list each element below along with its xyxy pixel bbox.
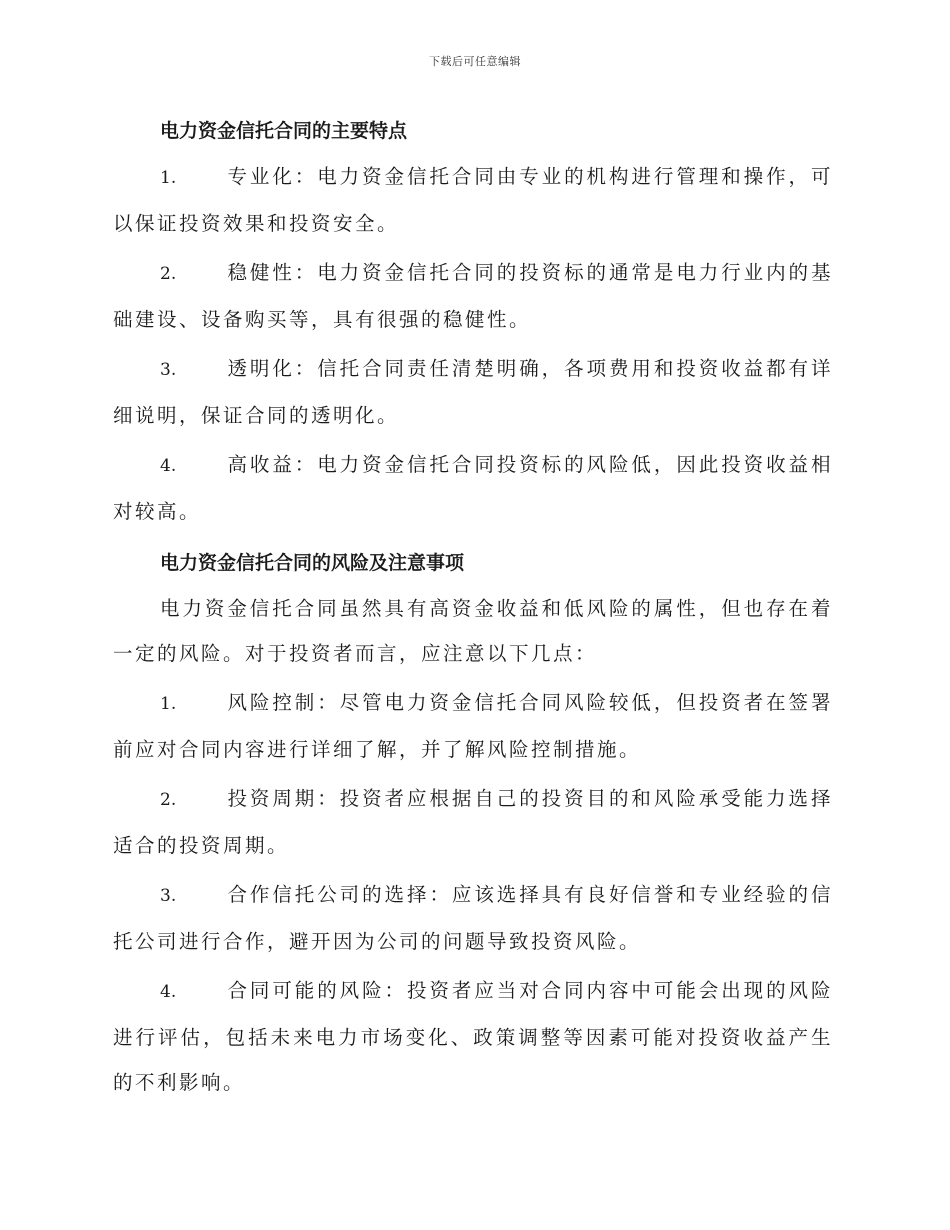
list-item bbox=[113, 872, 833, 964]
item-text: 高收益：电力资金信托合同投资标的风险低，因此投资收益相对较高。 bbox=[113, 453, 833, 523]
list-item bbox=[113, 154, 833, 246]
section-heading-features: 电力资金信托合同的主要特点 bbox=[160, 120, 408, 142]
intro-paragraph: 电力资金信托合同虽然具有高资金收益和低风险的属性，但也存在着一定的风险。对于投资者而言，应注意以下几点： bbox=[113, 597, 833, 665]
item-number: 2. bbox=[160, 790, 177, 810]
item-number: 2. bbox=[160, 264, 177, 284]
item-number: 4. bbox=[160, 456, 177, 476]
item-number: 1. bbox=[160, 694, 177, 714]
item-text: 投资周期：投资者应根据自己的投资目的和风险承受能力选择适合的投资周期。 bbox=[113, 787, 833, 857]
list-item bbox=[113, 776, 833, 868]
list-item bbox=[113, 250, 833, 342]
item-number: 3. bbox=[160, 360, 177, 380]
item-number: 4. bbox=[160, 982, 177, 1002]
list-item bbox=[113, 346, 833, 438]
item-text: 合作信托公司的选择：应该选择具有良好信誉和专业经验的信托公司进行合作，避开因为公司的问题导致投资风险。 bbox=[113, 883, 833, 953]
item-number: 1. bbox=[160, 168, 177, 188]
item-number: 3. bbox=[160, 886, 177, 906]
item-text: 合同可能的风险：投资者应当对合同内容中可能会出现的风险进行评估，包括未来电力市场变化、政策调整等因素可能对投资收益产生的不利影响。 bbox=[113, 979, 833, 1094]
section-heading-risks: 电力资金信托合同的风险及注意事项 bbox=[160, 552, 465, 574]
item-text: 透明化：信托合同责任清楚明确，各项费用和投资收益都有详细说明，保证合同的透明化。 bbox=[113, 357, 833, 427]
list-item bbox=[113, 442, 833, 534]
list-item bbox=[113, 968, 833, 1105]
page-header: 下载后可任意编辑 bbox=[429, 55, 521, 68]
item-text: 专业化：电力资金信托合同由专业的机构进行管理和操作，可以保证投资效果和投资安全。 bbox=[113, 165, 833, 235]
item-text: 稳健性：电力资金信托合同的投资标的通常是电力行业内的基础建设、设备购买等，具有很强的稳健性。 bbox=[113, 261, 833, 331]
document-body bbox=[113, 108, 833, 1109]
list-item bbox=[113, 680, 833, 772]
item-text: 风险控制：尽管电力资金信托合同风险较低，但投资者在签署前应对合同内容进行详细了解，并了解风险控制措施。 bbox=[113, 691, 833, 761]
